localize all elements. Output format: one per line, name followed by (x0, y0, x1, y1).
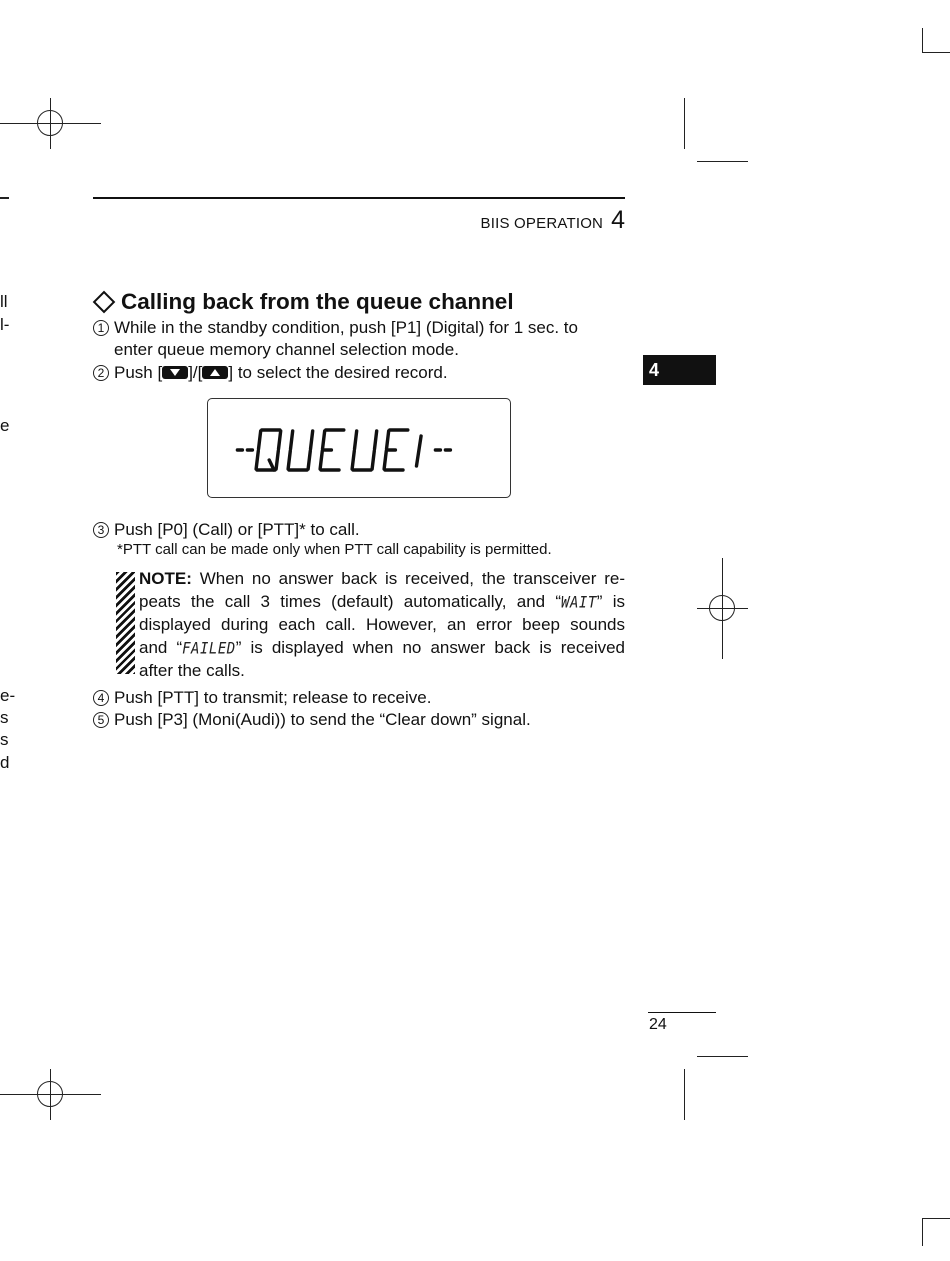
page-number: 24 (649, 1016, 667, 1033)
up-arrow-key-icon (202, 366, 228, 379)
crop-mark (697, 1056, 748, 1057)
step-text-line: While in the standby condition, push [P1] (Digital) for 1 sec. to (114, 318, 578, 337)
step-4: 4 Push [PTT] to transmit; release to receive. (93, 687, 625, 709)
crop-mark (922, 28, 923, 53)
heading-text: Calling back from the queue channel (121, 289, 514, 314)
previous-page-fragment: e- (0, 686, 16, 705)
header-rule (93, 197, 625, 199)
section-heading (93, 289, 514, 315)
running-header (93, 206, 625, 235)
lcd-text-wait: WAIT (561, 593, 597, 612)
step-number: 4 (93, 690, 109, 706)
step-2: 2 Push [ ]/[ ] to select the desired record. (93, 362, 625, 384)
step-number: 2 (93, 365, 109, 381)
previous-page-fragment: e (0, 416, 10, 435)
step-3: 3 Push [P0] (Call) or [PTT]* to call. (93, 519, 625, 541)
section-title: BIIS OPERATION (480, 215, 604, 232)
lcd-display (207, 398, 511, 498)
step-text-line: enter queue memory channel selection mode. (114, 340, 459, 359)
crop-mark (697, 161, 748, 162)
down-arrow-key-icon (162, 366, 188, 379)
step-number: 1 (93, 320, 109, 336)
crop-mark (684, 1069, 685, 1120)
page-number-rule (648, 1012, 716, 1013)
note-block: NOTE: When no answer back is received, the transceiver re- peats the call 3 times (default) automatically, and “WAIT” is displayed during each call. However, an error beep sounds and “FAILED” is displayed when no answer back is received after the calls. (139, 569, 626, 680)
crop-mark (922, 52, 950, 53)
chapter-number: 4 (611, 206, 625, 234)
crop-mark (922, 1218, 950, 1219)
crop-mark (684, 98, 685, 149)
step-number: 5 (93, 712, 109, 728)
diamond-icon (93, 291, 116, 314)
previous-page-fragment: l- (0, 315, 10, 334)
lcd-text-failed: FAILED (182, 639, 236, 658)
chapter-tab: 4 (643, 355, 716, 385)
step-5: 5 Push [P3] (Moni(Audi)) to send the “Clear down” signal. (93, 709, 625, 731)
previous-page-fragment: s (0, 708, 9, 727)
previous-page-rule (0, 197, 9, 199)
note-hatch-bar (116, 572, 135, 674)
lcd-display-text (208, 399, 512, 499)
footnote: *PTT call can be made only when PTT call capability is permitted. (117, 541, 552, 558)
previous-page-fragment: ll (0, 292, 8, 311)
previous-page-fragment: d (0, 753, 10, 772)
step-1 (93, 317, 625, 361)
previous-page-fragment: s (0, 730, 9, 749)
note-label: NOTE: (139, 569, 192, 588)
crop-mark (922, 1218, 923, 1246)
step-number: 3 (93, 522, 109, 538)
